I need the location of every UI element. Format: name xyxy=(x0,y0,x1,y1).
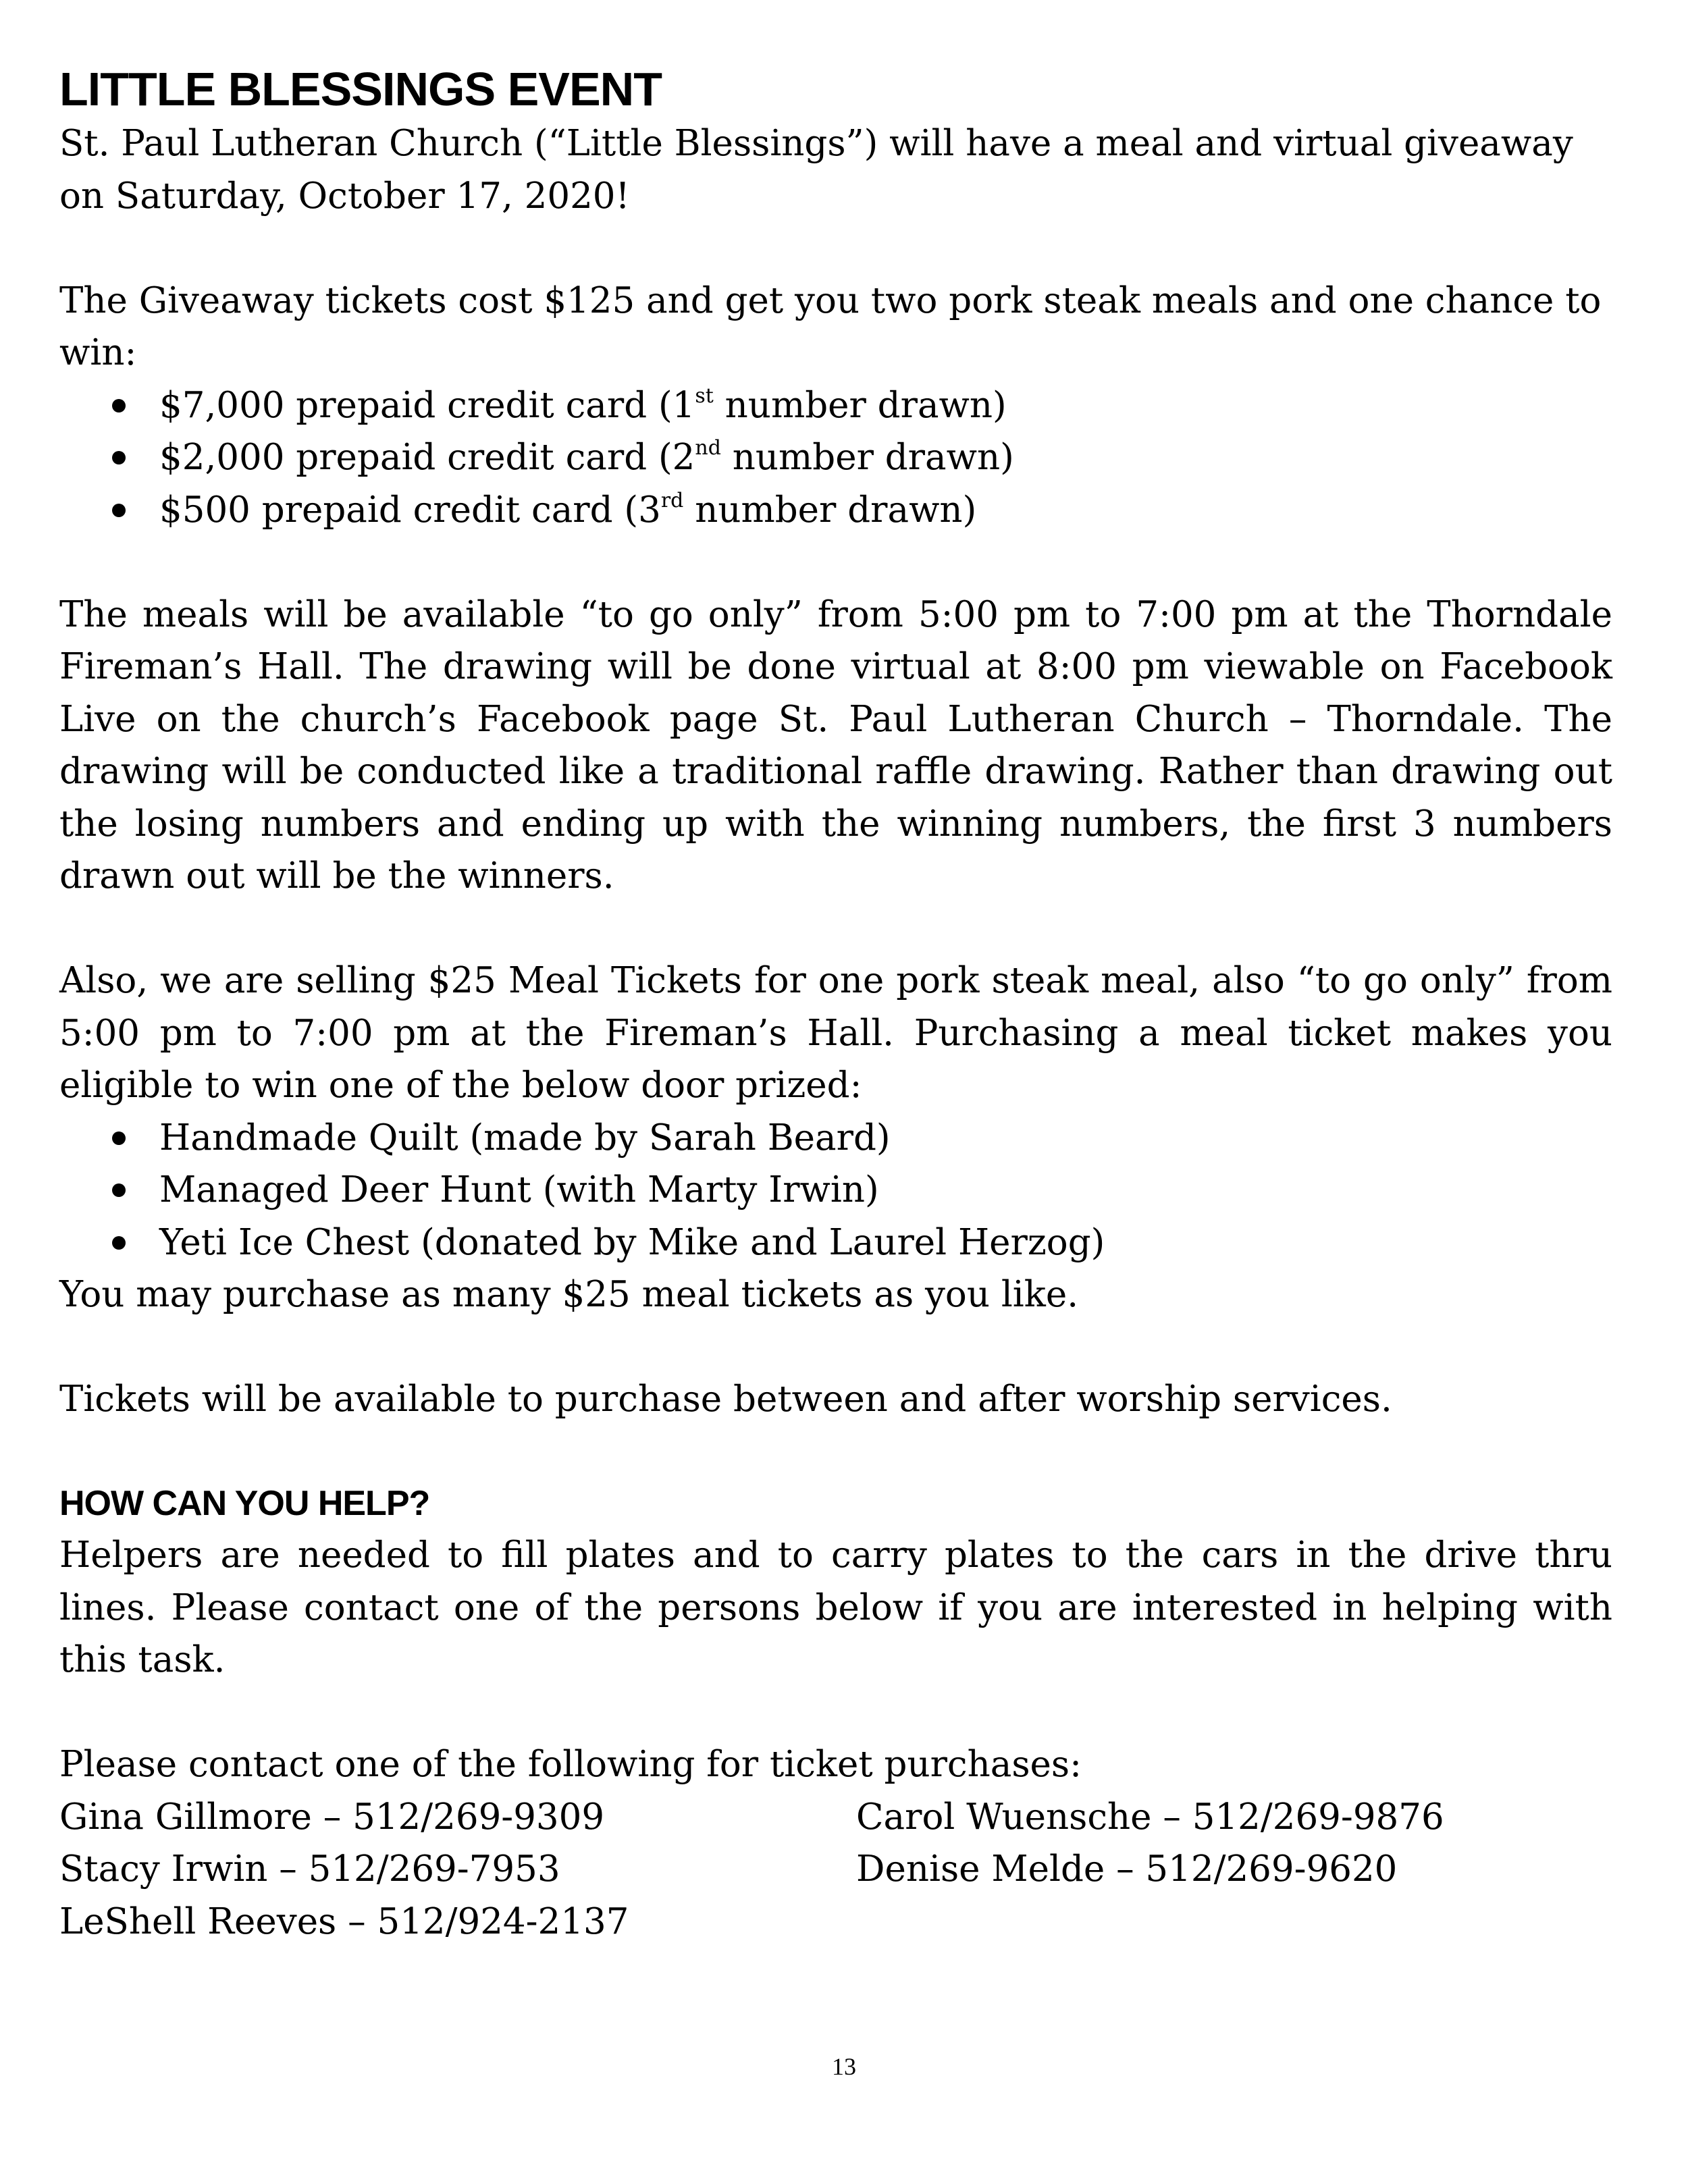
giveaway-prize-list xyxy=(59,379,1612,537)
help-heading: HOW CAN YOU HELP? xyxy=(59,1484,430,1523)
bullet-icon xyxy=(112,1236,126,1250)
contact-entry: Carol Wuensche – 512/269-9876 xyxy=(856,1796,1444,1838)
bullet-icon xyxy=(112,1131,126,1145)
contacts-intro: Please contact one of the following for ticket purchases: xyxy=(59,1744,1082,1785)
spacer xyxy=(59,222,1612,275)
bullet-icon xyxy=(112,399,126,412)
bulletin-page xyxy=(59,62,1612,1948)
contact-entry: Denise Melde – 512/269-9620 xyxy=(856,1848,1398,1890)
availability-paragraph: Tickets will be available to purchase between and after worship services. xyxy=(59,1379,1392,1420)
contact-entry: Stacy Irwin – 512/269-7953 xyxy=(59,1848,560,1890)
spacer xyxy=(59,903,1612,955)
bullet-icon xyxy=(112,451,126,464)
meal-tickets-note: You may purchase as many $25 meal tickets as you like. xyxy=(59,1274,1079,1315)
contact-entry: Gina Gillmore – 512/269-9309 xyxy=(59,1796,605,1838)
meals-paragraph: The meals will be available “to go only” from 5:00 pm to 7:00 pm at the Thorndale Fireman’s Hall. The drawing will be done virtual at 8:00 pm viewable on Facebook Live on the church’s Facebook page St. Paul Lutheran Church – Thorndale. The drawing will be conducted like a traditional raffle drawing. Rather than drawing out the losing numbers and ending up with the winning numbers, the first 3 numbers drawn out will be the winners. xyxy=(59,593,1612,897)
meal-tickets-paragraph: Also, we are selling $25 Meal Tickets for one pork steak meal, also “to go only” from 5:00 pm to 7:00 pm at the Fireman’s Hall. Purchasing a meal ticket makes you eligible to win one of the below door prized: xyxy=(59,960,1612,1106)
event-title: LITTLE BLESSINGS EVENT xyxy=(59,63,662,115)
door-prize-item: Handmade Quilt (made by Sarah Beard) xyxy=(59,1112,1612,1165)
prize-item: $2,000 prepaid credit card (2nd number drawn) xyxy=(59,431,1612,484)
help-paragraph: Helpers are needed to fill plates and to carry plates to the cars in the drive thru lines. Please contact one of the persons below if you are interested in helping with this task. xyxy=(59,1535,1612,1680)
contact-list xyxy=(59,1791,1612,1948)
prize-item: $500 prepaid credit card (3rd number drawn) xyxy=(59,484,1612,537)
spacer xyxy=(59,1426,1612,1479)
intro-paragraph: St. Paul Lutheran Church (“Little Blessings”) will have a meal and virtual giveaway on Saturday, October 17, 2020! xyxy=(59,123,1573,217)
giveaway-paragraph: The Giveaway tickets cost $125 and get you two pork steak meals and one chance to win: xyxy=(59,279,1602,373)
spacer xyxy=(59,1321,1612,1374)
bullet-icon xyxy=(112,504,126,517)
door-prize-list xyxy=(59,1112,1612,1269)
spacer xyxy=(59,536,1612,589)
prize-item: $7,000 prepaid credit card (1st number drawn) xyxy=(59,379,1612,432)
door-prize-item: Yeti Ice Chest (donated by Mike and Laurel Herzog) xyxy=(59,1217,1612,1269)
page-number: 13 xyxy=(832,2053,856,2080)
contact-entry: LeShell Reeves – 512/924-2137 xyxy=(59,1900,629,1942)
spacer xyxy=(59,1686,1612,1739)
door-prize-item: Managed Deer Hunt (with Marty Irwin) xyxy=(59,1164,1612,1217)
bullet-icon xyxy=(112,1183,126,1197)
